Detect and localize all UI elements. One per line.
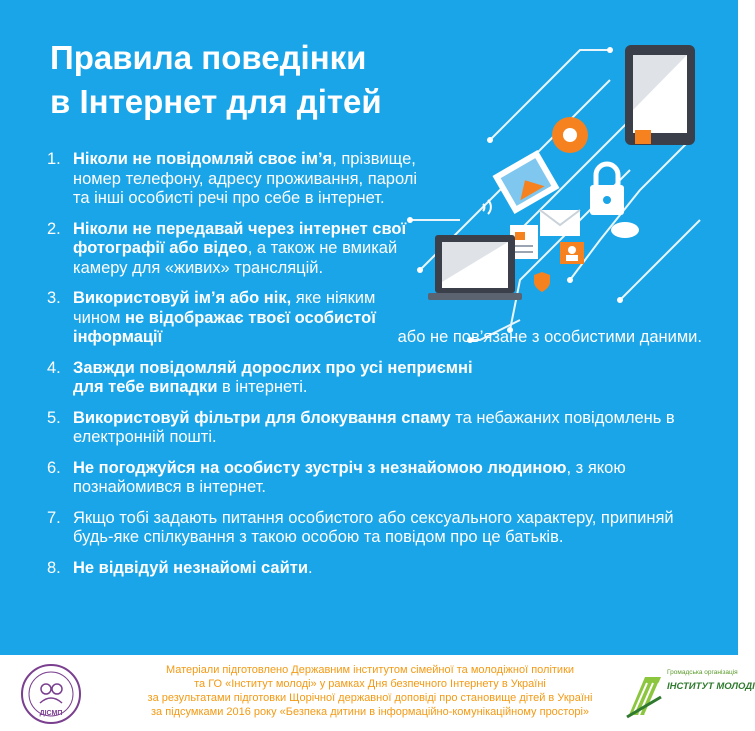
rule-text: яке ніяким чином — [73, 289, 376, 327]
rule-text: , з якою познайомився в інтернет. — [73, 458, 626, 496]
rule-bold: Завжди повідомляй дорослих про усі неприємні для тебе випадки — [73, 358, 473, 396]
rule-item: 1. Ніколи не повідомляй своє ім’я, прізвище, номер телефону, адресу проживання, паролі та інші особисті речі про себе в інтернет. — [47, 150, 418, 207]
rule-item: 3. Використовуй ім’я або нік, яке ніяким чином не відображає твоєї особистої інформації або не пов’язане з особистими даними. — [47, 289, 702, 346]
disp-logo-text: ДІСМП — [39, 710, 63, 717]
rule-bold: не відображає твоєї особистої інформації — [73, 308, 376, 346]
footer-text — [110, 663, 630, 719]
rule-item: 2. Ніколи не передавай через інтернет свої фотографії або відео, а також не вмикай камеру для «живих» трансляцій. — [47, 219, 407, 277]
rule-text: , а також не вмикай камеру для «живих» трансляцій. — [73, 239, 398, 277]
institute-logo-title: ІНСТИТУТ МОЛОДІ — [667, 681, 755, 692]
rule-text: або не пов’язане з особистими даними. — [393, 328, 702, 346]
rule-text: в інтернеті. — [217, 378, 308, 396]
rule-item: 6. Не погоджуйся на особисту зустріч з незнайомою людиною, з якою познайомився в інтернет. — [47, 458, 626, 496]
rule-text: . — [307, 558, 313, 577]
rule-text: та небажаних повідомлень в електронній пошті. — [73, 408, 675, 446]
rule-bold: Не відвідуй незнайомі сайти — [73, 558, 308, 577]
institute-logo-subtitle: Громадська організація — [667, 669, 738, 676]
title-line-1: Правила поведінки — [50, 39, 367, 76]
footer-line: за підсумками 2016 року «Безпека дитини в інформаційно-комунікаційному просторі» — [150, 706, 590, 718]
institute-logo — [625, 667, 755, 723]
rule-text: , прізвище, номер телефону, адресу проживання, паролі та інші особисті речі про себе в інтернет. — [73, 150, 418, 207]
rule-item: 5. Використовуй фільтри для блокування спаму та небажаних повідомлень в електронній пошті. — [47, 408, 675, 446]
title-line-2: в Інтернет для дітей — [50, 83, 382, 120]
footer-line: Матеріали підготовлено Державним інститутом сімейної та молодіжної політики — [165, 664, 575, 676]
rules-list — [47, 150, 727, 589]
footer-line: та ГО «Інститут молоді» у рамках Дня безпечного Інтернету в Україні — [194, 678, 546, 690]
rule-text: Якщо тобі задають питання особистого або сексуального характеру, припиняй будь-яке спілкування з такою особою та повідом про це батьків. — [73, 508, 674, 546]
page-title — [50, 36, 382, 124]
footer — [0, 655, 755, 731]
rule-bold: Використовуй фільтри для блокування спаму — [73, 408, 451, 427]
rule-item: 8. Не відвідуй незнайомі сайти. — [47, 558, 313, 577]
leaf-icon — [625, 667, 665, 719]
rule-item: 7. Якщо тобі задають питання особистого або сексуального характеру, припиняй будь-яке спілкування з такою особою та повідом про це батьків. — [47, 508, 674, 546]
rule-bold: Ніколи не передавай через інтернет свої фотографії або відео — [73, 219, 407, 257]
footer-line: за результатами підготовки Щорічної державної доповіді про становище дітей в Україні — [147, 692, 593, 704]
rule-bold: Використовуй ім’я або нік, — [73, 289, 292, 307]
gear-icon — [552, 117, 588, 153]
rule-bold: Ніколи не повідомляй своє ім’я — [73, 150, 333, 168]
rule-item: 4. Завжди повідомляй дорослих про усі неприємні для тебе випадки в інтернеті. — [47, 358, 473, 396]
disp-logo — [20, 663, 82, 725]
rule-bold: Не погоджуйся на особисту зустріч з незнайомою людиною — [73, 458, 567, 477]
